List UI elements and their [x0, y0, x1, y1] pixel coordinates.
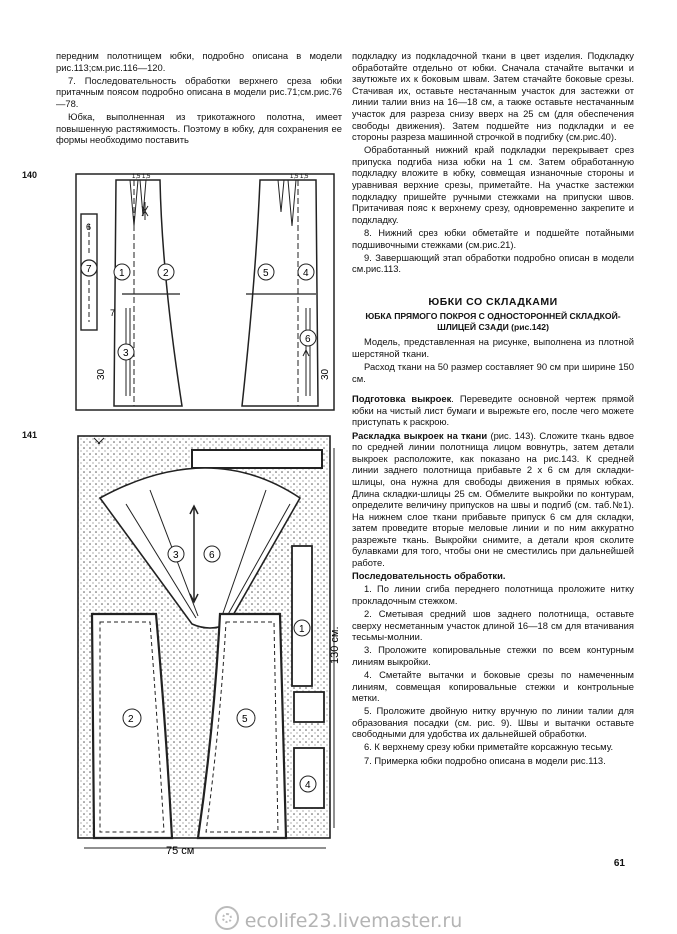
label-30-right: 30: [320, 368, 331, 380]
layout-text: (рис. 143). Сложите ткань вдвое по средней линии полотнища лицом вовнутрь, затем детали выкроек расположите, как показано на рис.143. К средней линии заднего полотнища прибавьте 2 х 6 см для складки-шлицы, она нужна для свободы движения в прямых юбках. Длина складки-шлицы 25 см. Обмелите выкройки по контурам, определите величину припусков на швы и подгиб (см. таб.№1). На нижнем слое ткани прибавьте припуск 6 см для складки, затем проведите вторые меловые линии и по ним аккуратно разрежьте ткань. Выкройки снимите, а детали кроя сколите булавками для того, чтобы они не сместились при дальнейшей работе.: [352, 429, 635, 569]
paragraph: 8. Нижний срез юбки обметайте и подшейте потайными подшивочными стежками (см.рис.21).: [352, 226, 634, 250]
label-4: 4: [305, 780, 311, 791]
step: 4. Сметайте вытачки и боковые срезы по намеченным линиям, совмещая копировальные стежки и контрольные метки.: [352, 668, 634, 704]
prep-heading: Подготовка выкроек: [352, 393, 452, 405]
label-3: 3: [173, 550, 179, 561]
label-2: 2: [163, 268, 169, 279]
figure-140-skirt-pattern: [70, 166, 340, 421]
step: 7. Примерка юбки подробно описана в модели рис.113.: [364, 754, 606, 766]
sequence-title: Последовательность обработки.: [352, 570, 506, 582]
label-3: 3: [123, 348, 129, 359]
paragraph: подкладку из подкладочной ткани в цвет изделия. Подкладку обработайте отдельно от юбки. Сначала стачайте вытачки и заутюжьте их к боковым швам. Затем стачайте боковые срезы. Стачивая их, оставьте нестачанным участок для застежки от линии талии вниз на 16—18 см, а также оставьте нестачанным участок для разреза снизу вверх на 25 см (для обеспечения свободы движения). Затем подшейте низ подкладки и ее стороны разреза машинной строчкой в подгибку (см.рис.40).: [352, 50, 634, 143]
label-6: 6: [209, 550, 215, 561]
figure-140-number: 140: [22, 170, 38, 180]
sub-title-line-1: ЮБКА ПРЯМОГО ПОКРОЯ С ОДНОСТОРОННЕЙ СКЛАДКОЙ-: [365, 311, 621, 322]
paragraph: передним полотнищем юбки, подробно описана в модели рис.113;см.рис.116—120.: [56, 50, 342, 73]
step: 6. К верхнему срезу юбки приметайте корсажную тесьму.: [364, 741, 614, 753]
label-1: 1: [119, 268, 125, 279]
paragraph: 9. Завершающий этап обработки подробно описан в модели см.рис.113.: [352, 251, 634, 275]
label-2: 2: [128, 714, 134, 725]
watermark: [0, 906, 677, 932]
prep-text: . Переведите основной чертеж прямой юбки на чистый лист бумаги и вырежьте его, после чего можете приступать к раскрою.: [352, 393, 634, 428]
dims-left: 1,5 1,5: [132, 174, 151, 180]
right-column-text: [352, 50, 634, 768]
paragraph: Модель, представленная на рисунке, выполнена из плотной шерстяной ткани.: [352, 336, 634, 359]
figure-141-layout-diagram: [70, 428, 348, 861]
layout-paragraph: [352, 430, 634, 569]
label-30-left: 30: [96, 368, 107, 380]
step: 5. Проложите двойную нитку вручную по линии талии для образования посадки (см. рис. 9). Швы и вытачки оставьте свободными для удобства их дальнейшей обработки.: [352, 705, 634, 740]
label-5: 5: [263, 268, 269, 279]
label-4: 4: [303, 268, 309, 279]
section-title: ЮБКИ СО СКЛАДКАМИ: [428, 295, 558, 308]
dims-right: 1,5 1,5: [290, 174, 309, 180]
label-6b: 6: [305, 334, 311, 345]
figure-140-drawing: [70, 166, 340, 416]
label-1: 1: [299, 624, 305, 635]
prep-paragraph: [352, 393, 634, 428]
page-number: 61: [613, 858, 625, 869]
paragraph: Расход ткани на 50 размер составляет 90 см при ширине 150 см.: [352, 361, 634, 384]
label-7: 7: [86, 264, 92, 275]
label-5: 5: [242, 714, 248, 725]
step: 2. Сметывая средний шов заднего полотнища, оставьте сверху несметанным участок длиной 16—18 см для втачивания тесьмы-молнии.: [352, 607, 634, 643]
label-6: 6: [86, 222, 92, 232]
watermark-text: ecolife23.livemaster.ru: [244, 910, 463, 932]
sub-title: [352, 311, 634, 332]
height-label: 130 см.: [329, 626, 341, 664]
step: 1. По линии сгиба переднего полотнища проложите нитку прокладочным стежком.: [352, 583, 634, 606]
label-7b: 7: [110, 308, 116, 318]
figure-141-drawing: [70, 428, 348, 856]
left-column-top-text: [56, 50, 342, 147]
width-label: 75 см: [166, 845, 195, 856]
paragraph: Юбка, выполненная из трикотажного полотна, имеет повышенную растяжимость. Поэтому в юбку, для сохранения ее формы необходимо поставить: [56, 110, 342, 146]
paragraph: 7. Последовательность обработки верхнего среза юбки притачным поясом подробно описана в модели рис.71;см.рис.76—78.: [56, 74, 342, 109]
paragraph: Обработанный нижний край подкладки перекрывает срез припуска подгиба низа юбки на 1 см. Затем обработанную подкладку вложите в юбку, совмещая изнаночные стороны и уравнивая верхние срезы, приметайте. На участке застежки подкладку пришейте ручными стежками на припуски швов. Притачивая пояс к верхнему срезу, одновременно закрепите и подкладку.: [352, 144, 634, 225]
figure-141-number: 141: [22, 430, 38, 440]
sub-title-line-2: ШЛИЦЕЙ СЗАДИ (рис.142): [437, 321, 549, 332]
yarn-ball-icon: [215, 906, 239, 930]
layout-heading: Раскладка выкроек на ткани: [352, 429, 488, 441]
step: 3. Проложите копировальные стежки по всем контурным линиям выкройки.: [352, 644, 634, 667]
